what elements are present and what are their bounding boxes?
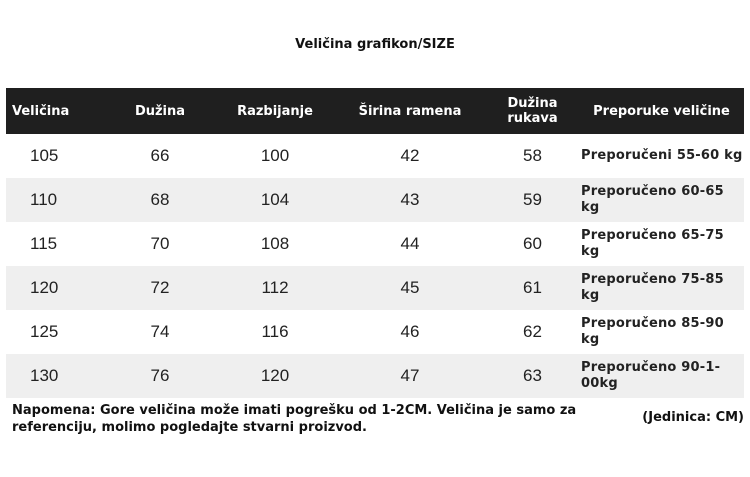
cell-recommendation: Preporučeno 85-90 kg (581, 316, 724, 347)
cell-shoulder: 44 (400, 234, 420, 253)
header-sleeve-length: Dužina rukava (507, 96, 558, 126)
header-length: Dužina (134, 103, 186, 119)
cell-sleeve: 61 (523, 278, 542, 297)
table-row (6, 222, 744, 266)
header-size: Veličina (12, 103, 70, 119)
disclaimer-note: Napomena: Gore veličina može imati pogrešku od 1-2CM. Veličina je samo za referenciju, molimo pogledajte stvarni proizvod. (12, 403, 577, 435)
cell-sleeve: 58 (523, 146, 542, 165)
table-row (6, 134, 744, 178)
cell-size: 130 (30, 366, 59, 385)
cell-bust: 108 (260, 234, 290, 253)
cell-sleeve: 59 (523, 190, 542, 209)
cell-shoulder: 45 (400, 278, 420, 297)
cell-length: 76 (150, 366, 170, 385)
cell-bust: 116 (261, 322, 289, 341)
unit-label: (Jedinica: CM) (642, 410, 744, 425)
cell-length: 68 (150, 190, 170, 209)
cell-bust: 112 (261, 278, 289, 297)
table-row (6, 310, 744, 354)
cell-recommendation: Preporučeno 65-75 kg (581, 228, 724, 259)
cell-size: 120 (30, 278, 59, 297)
cell-size: 125 (30, 322, 59, 341)
cell-recommendation: Preporučeno 75-85 kg (581, 272, 724, 303)
header-recommendation: Preporuke veličine (593, 103, 730, 119)
cell-size: 115 (30, 234, 58, 253)
cell-size: 110 (30, 190, 58, 209)
cell-sleeve: 60 (523, 234, 542, 253)
table-row (6, 354, 744, 398)
header-bust: Razbijanje (237, 103, 313, 119)
cell-length: 66 (150, 146, 170, 165)
cell-bust: 100 (260, 146, 290, 165)
cell-sleeve: 63 (523, 366, 542, 385)
chart-title: Veličina grafikon/SIZE (295, 37, 455, 52)
cell-shoulder: 47 (400, 366, 420, 385)
cell-length: 70 (150, 234, 170, 253)
cell-length: 72 (150, 278, 170, 297)
cell-shoulder: 43 (400, 190, 420, 209)
table-row (6, 178, 744, 222)
cell-bust: 120 (260, 366, 290, 385)
table-row (6, 266, 744, 310)
cell-recommendation: Preporučeni 55-60 kg (581, 148, 743, 163)
cell-shoulder: 46 (400, 322, 420, 341)
cell-length: 74 (150, 322, 170, 341)
cell-bust: 104 (260, 190, 290, 209)
cell-recommendation: Preporučeno 90-1-00kg (581, 360, 721, 391)
cell-shoulder: 42 (400, 146, 420, 165)
header-shoulder-width: Širina ramena (358, 103, 462, 119)
cell-size: 105 (30, 146, 59, 165)
size-chart-table (6, 88, 744, 398)
table-header-row (6, 88, 744, 134)
cell-recommendation: Preporučeno 60-65 kg (581, 184, 724, 215)
cell-sleeve: 62 (523, 322, 542, 341)
